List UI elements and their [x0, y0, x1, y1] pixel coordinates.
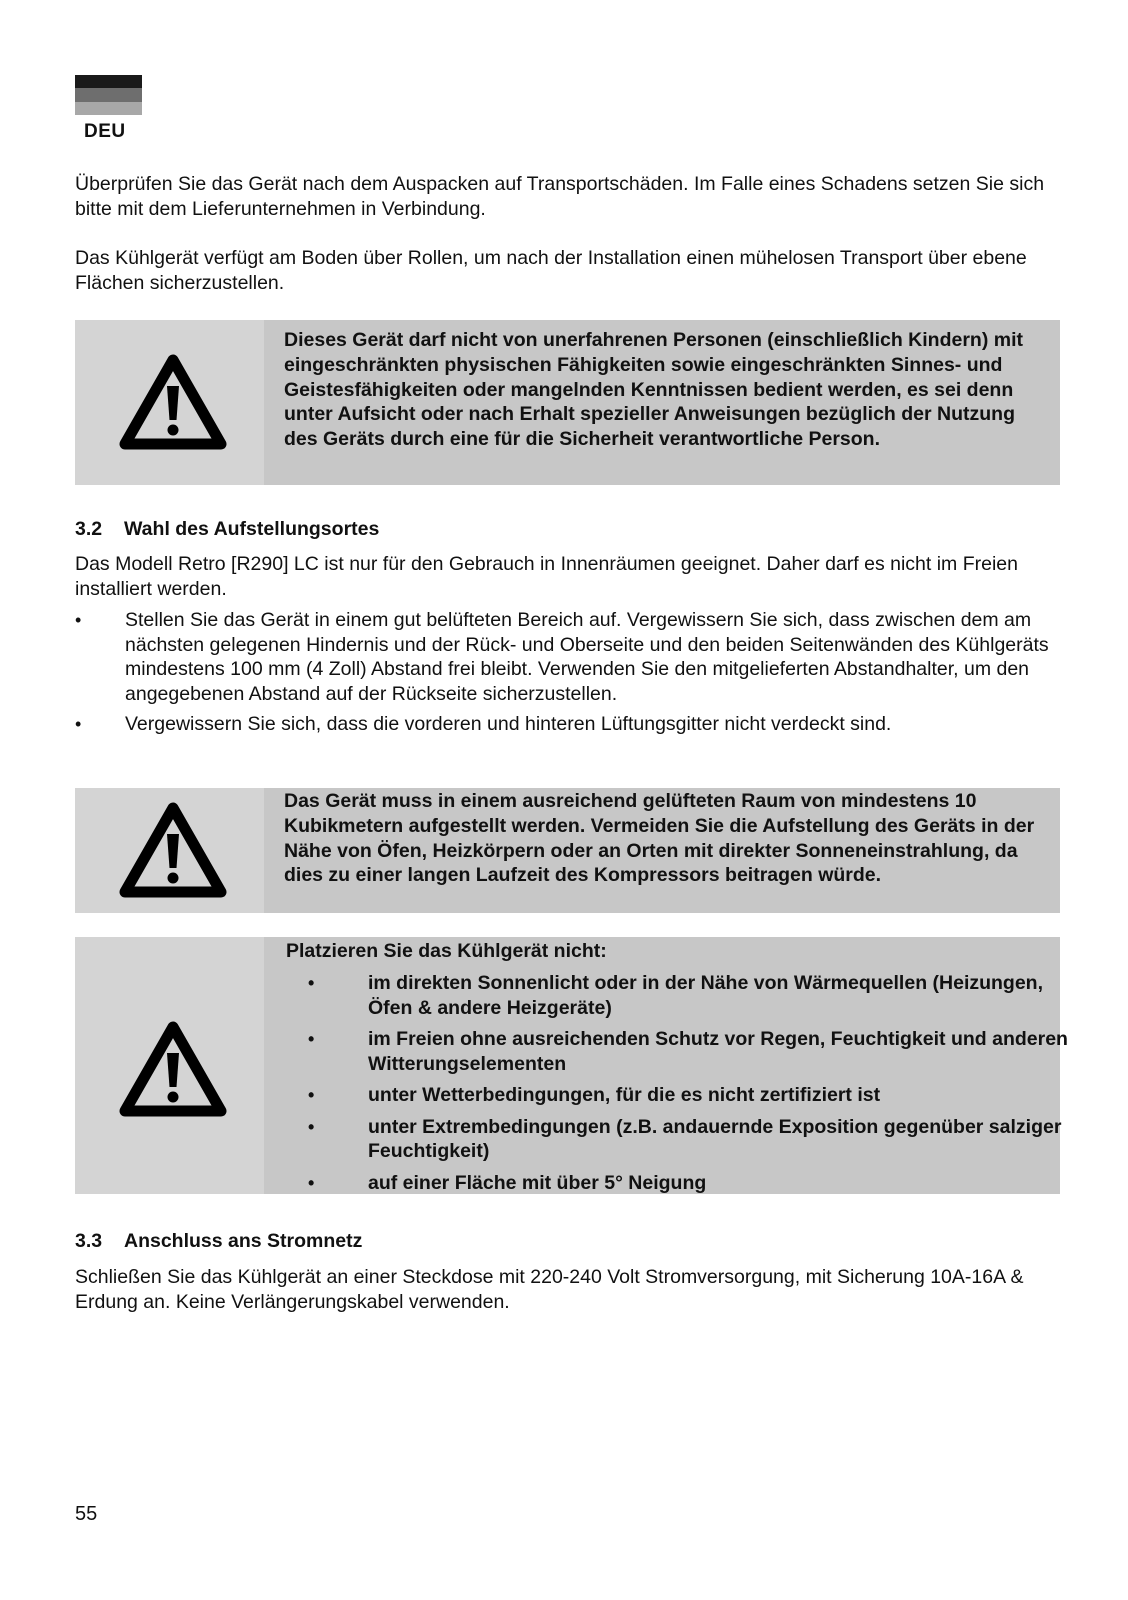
list-item: • auf einer Fläche mit über 5° Neigung [300, 1171, 1088, 1196]
section-3-2-bullets [75, 608, 1065, 743]
warning-triangle-icon [117, 800, 229, 900]
intro-paragraph-2: Das Kühlgerät verfügt am Boden über Rollen, um nach der Installation einen mühelosen Transport über ebene Flächen sicherzustellen. [75, 247, 1027, 294]
section-number: 3.2 [75, 518, 103, 540]
section-heading-3-2 [75, 518, 379, 541]
section-title: Anschluss ans Stromnetz [124, 1230, 363, 1252]
section-3-3-text: Schließen Sie das Kühlgerät an einer Steckdose mit 220-240 Volt Stromversorgung, mit Sicherung 10A-16A & Erdung an. Keine Verlängerungskabel verwenden. [75, 1266, 1024, 1313]
warning-box-1 [75, 320, 1060, 485]
section-3-2-intro: Das Modell Retro [R290] LC ist nur für den Gebrauch in Innenräumen geeignet. Daher darf es nicht im Freien installiert werden. [75, 553, 1018, 600]
list-item: • im direkten Sonnenlicht oder in der Nähe von Wärmequellen (Heizungen, Öfen & andere Heizgeräte) [300, 971, 1088, 1020]
warning-3-heading: Platzieren Sie das Kühlgerät nicht: [286, 940, 607, 962]
warning-triangle-icon [117, 352, 229, 452]
section-heading-3-3 [75, 1230, 362, 1253]
section-number: 3.3 [75, 1230, 103, 1252]
section-title: Wahl des Aufstellungsortes [124, 518, 380, 540]
list-item: • Stellen Sie das Gerät in einem gut belüfteten Bereich auf. Vergewissern Sie sich, dass zwischen dem am nächsten gelegenen Hindernis und der Rück- und Oberseite und den beiden Seitenwänden des Kühlgeräts mindestens 100 mm (4 Zoll) Abstand frei bleibt. Verwenden Sie den mitgelieferten Abstandhalter, um den angegebenen Abstand auf der Rückseite sicherzustellen. [75, 608, 1065, 706]
list-item: • im Freien ohne ausreichenden Schutz vor Regen, Feuchtigkeit und anderen Witterungselementen [300, 1027, 1088, 1076]
list-item: • Vergewissern Sie sich, dass die vorderen und hinteren Lüftungsgitter nicht verdeckt sind. [75, 712, 1065, 737]
warning-triangle-icon [117, 1019, 229, 1119]
language-label: DEU [84, 121, 126, 142]
german-flag-icon [75, 75, 142, 115]
warning-2-text: Das Gerät muss in einem ausreichend gelüfteten Raum von mindestens 10 Kubikmetern aufgestellt werden. Vermeiden Sie die Aufstellung des Geräts in der Nähe von Öfen, Heizkörpern oder an Orten mit direkter Sonneneinstrahlung, da dies zu einer langen Laufzeit des Kompressors beitragen würde. [284, 790, 1035, 887]
intro-paragraph-1: Überprüfen Sie das Gerät nach dem Auspacken auf Transportschäden. Im Falle eines Schadens setzen Sie sich bitte mit dem Lieferunternehmen in Verbindung. [75, 173, 1045, 220]
page-number: 55 [75, 1503, 98, 1525]
warning-1-text: Dieses Gerät darf nicht von unerfahrenen Personen (einschließlich Kindern) mit eingeschränkten physischen Fähigkeiten sowie eingeschränkten Sinnes- und Geistesfähigkeiten oder mangelnden Kenntnissen bedient werden, es sei denn unter Aufsicht oder nach Erhalt spezieller Anweisungen bezüglich der Nutzung des Geräts durch eine für die Sicherheit verantwortliche Person. [284, 329, 1024, 451]
warning-3-list [300, 971, 1088, 1202]
list-item: • unter Wetterbedingungen, für die es nicht zertifiziert ist [300, 1083, 1088, 1108]
warning-box-2 [75, 788, 1060, 913]
list-item: • unter Extrembedingungen (z.B. andauernde Exposition gegenüber salziger Feuchtigkeit) [300, 1115, 1088, 1164]
